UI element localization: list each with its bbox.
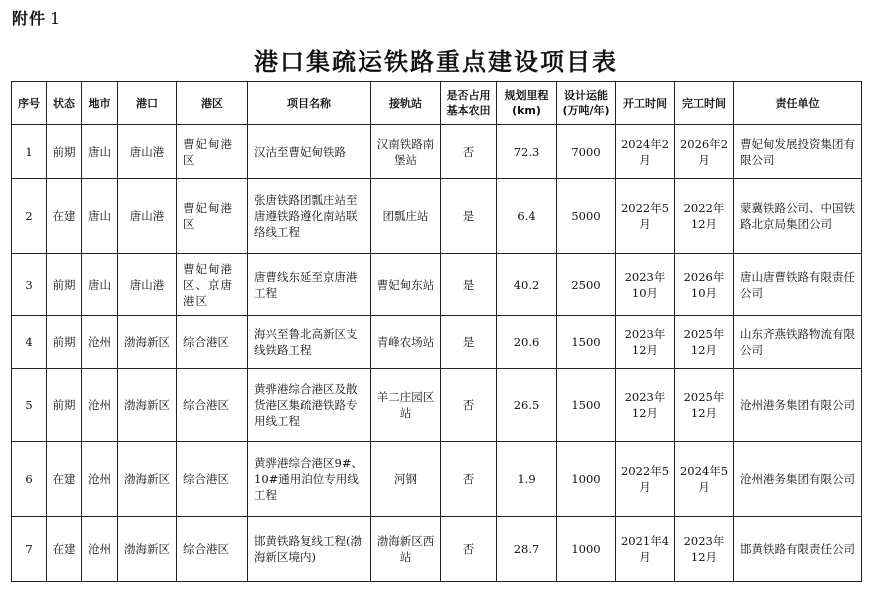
cell-city: 唐山	[82, 254, 118, 316]
table-row	[12, 517, 862, 582]
cell-capacity: 5000	[557, 179, 616, 254]
cell-city: 沧州	[82, 517, 118, 582]
cell-project-name: 海兴至鲁北高新区支线铁路工程	[248, 316, 371, 369]
cell-index: 7	[12, 517, 47, 582]
cell-index: 6	[12, 442, 47, 517]
cell-city: 沧州	[82, 316, 118, 369]
cell-status: 前期	[47, 369, 82, 442]
cell-junction-station: 羊二庄园区站	[371, 369, 441, 442]
header-port-area: 港区	[177, 82, 248, 125]
cell-start-time: 2022年5月	[616, 442, 675, 517]
cell-capacity: 1000	[557, 517, 616, 582]
cell-responsible-unit: 沧州港务集团有限公司	[734, 369, 862, 442]
cell-farmland: 是	[441, 316, 497, 369]
cell-end-time: 2025年12月	[675, 316, 734, 369]
cell-junction-station: 汉南铁路南堡站	[371, 125, 441, 179]
cell-port: 唐山港	[118, 254, 177, 316]
table-row	[12, 442, 862, 517]
cell-city: 唐山	[82, 125, 118, 179]
cell-farmland: 否	[441, 125, 497, 179]
cell-farmland: 否	[441, 517, 497, 582]
cell-end-time: 2023年12月	[675, 517, 734, 582]
cell-junction-station: 河钢	[371, 442, 441, 517]
header-end-time: 完工时间	[675, 82, 734, 125]
table-row	[12, 179, 862, 254]
header-status: 状态	[47, 82, 82, 125]
cell-start-time: 2023年12月	[616, 316, 675, 369]
cell-status: 在建	[47, 517, 82, 582]
cell-capacity: 1500	[557, 316, 616, 369]
cell-end-time: 2026年2月	[675, 125, 734, 179]
cell-project-name: 唐曹线东延至京唐港工程	[248, 254, 371, 316]
cell-index: 4	[12, 316, 47, 369]
cell-start-time: 2021年4月	[616, 517, 675, 582]
cell-index: 3	[12, 254, 47, 316]
cell-capacity: 1000	[557, 442, 616, 517]
cell-responsible-unit: 邯黄铁路有限责任公司	[734, 517, 862, 582]
table-row	[12, 369, 862, 442]
attachment-label	[12, 6, 61, 29]
cell-port: 渤海新区	[118, 369, 177, 442]
cell-junction-station: 曹妃甸东站	[371, 254, 441, 316]
cell-mileage: 20.6	[497, 316, 557, 369]
cell-port-area: 综合港区	[177, 316, 248, 369]
cell-responsible-unit: 沧州港务集团有限公司	[734, 442, 862, 517]
header-junction-station: 接轨站	[371, 82, 441, 125]
cell-port-area: 综合港区	[177, 442, 248, 517]
cell-index: 5	[12, 369, 47, 442]
cell-city: 沧州	[82, 442, 118, 517]
table-row	[12, 125, 862, 179]
header-capacity: 设计运能(万吨/年)	[557, 82, 616, 125]
cell-end-time: 2026年10月	[675, 254, 734, 316]
cell-responsible-unit: 唐山唐曹铁路有限责任公司	[734, 254, 862, 316]
cell-mileage: 40.2	[497, 254, 557, 316]
cell-city: 沧州	[82, 369, 118, 442]
cell-index: 1	[12, 125, 47, 179]
cell-project-name: 黄骅港综合港区9#、10#通用泊位专用线工程	[248, 442, 371, 517]
cell-farmland: 是	[441, 254, 497, 316]
cell-junction-station: 渤海新区西站	[371, 517, 441, 582]
cell-port-area: 综合港区	[177, 517, 248, 582]
cell-end-time: 2022年12月	[675, 179, 734, 254]
cell-status: 在建	[47, 442, 82, 517]
cell-responsible-unit: 曹妃甸发展投资集团有限公司	[734, 125, 862, 179]
cell-port-area: 曹妃甸港区	[177, 125, 248, 179]
table-row	[12, 254, 862, 316]
cell-capacity: 2500	[557, 254, 616, 316]
cell-city: 唐山	[82, 179, 118, 254]
cell-responsible-unit: 山东齐燕铁路物流有限公司	[734, 316, 862, 369]
cell-start-time: 2022年5月	[616, 179, 675, 254]
cell-mileage: 28.7	[497, 517, 557, 582]
cell-start-time: 2023年10月	[616, 254, 675, 316]
cell-port: 渤海新区	[118, 517, 177, 582]
cell-farmland: 是	[441, 179, 497, 254]
cell-farmland: 否	[441, 369, 497, 442]
cell-status: 在建	[47, 179, 82, 254]
cell-mileage: 26.5	[497, 369, 557, 442]
page-title: 港口集疏运铁路重点建设项目表	[254, 48, 618, 76]
cell-responsible-unit: 蒙冀铁路公司、中国铁路北京局集团公司	[734, 179, 862, 254]
cell-status: 前期	[47, 254, 82, 316]
cell-end-time: 2025年12月	[675, 369, 734, 442]
cell-port-area: 曹妃甸港区、京唐港区	[177, 254, 248, 316]
cell-project-name: 汉沽至曹妃甸铁路	[248, 125, 371, 179]
cell-project-name: 邯黄铁路复线工程(渤海新区境内)	[248, 517, 371, 582]
header-index: 序号	[12, 82, 47, 125]
cell-mileage: 6.4	[497, 179, 557, 254]
cell-start-time: 2024年2月	[616, 125, 675, 179]
cell-junction-station: 团瓢庄站	[371, 179, 441, 254]
table-header-row	[12, 82, 862, 125]
header-port: 港口	[118, 82, 177, 125]
cell-capacity: 1500	[557, 369, 616, 442]
cell-junction-station: 青峰农场站	[371, 316, 441, 369]
cell-start-time: 2023年12月	[616, 369, 675, 442]
cell-project-name: 张唐铁路团瓢庄站至唐遵铁路遵化南站联络线工程	[248, 179, 371, 254]
cell-status: 前期	[47, 125, 82, 179]
header-project-name: 项目名称	[248, 82, 371, 125]
header-start-time: 开工时间	[616, 82, 675, 125]
table-row	[12, 316, 862, 369]
cell-index: 2	[12, 179, 47, 254]
cell-port-area: 曹妃甸港区	[177, 179, 248, 254]
project-table	[11, 81, 862, 582]
header-responsible-unit: 责任单位	[734, 82, 862, 125]
cell-end-time: 2024年5月	[675, 442, 734, 517]
cell-status: 前期	[47, 316, 82, 369]
header-farmland: 是否占用基本农田	[441, 82, 497, 125]
cell-mileage: 72.3	[497, 125, 557, 179]
attachment-text: 附件	[12, 9, 47, 28]
attachment-number: 1	[50, 9, 62, 28]
cell-mileage: 1.9	[497, 442, 557, 517]
cell-project-name: 黄骅港综合港区及散货港区集疏港铁路专用线工程	[248, 369, 371, 442]
cell-farmland: 否	[441, 442, 497, 517]
cell-port: 渤海新区	[118, 316, 177, 369]
cell-port: 渤海新区	[118, 442, 177, 517]
cell-port-area: 综合港区	[177, 369, 248, 442]
header-city: 地市	[82, 82, 118, 125]
header-mileage: 规划里程(km)	[497, 82, 557, 125]
cell-port: 唐山港	[118, 125, 177, 179]
cell-capacity: 7000	[557, 125, 616, 179]
cell-port: 唐山港	[118, 179, 177, 254]
